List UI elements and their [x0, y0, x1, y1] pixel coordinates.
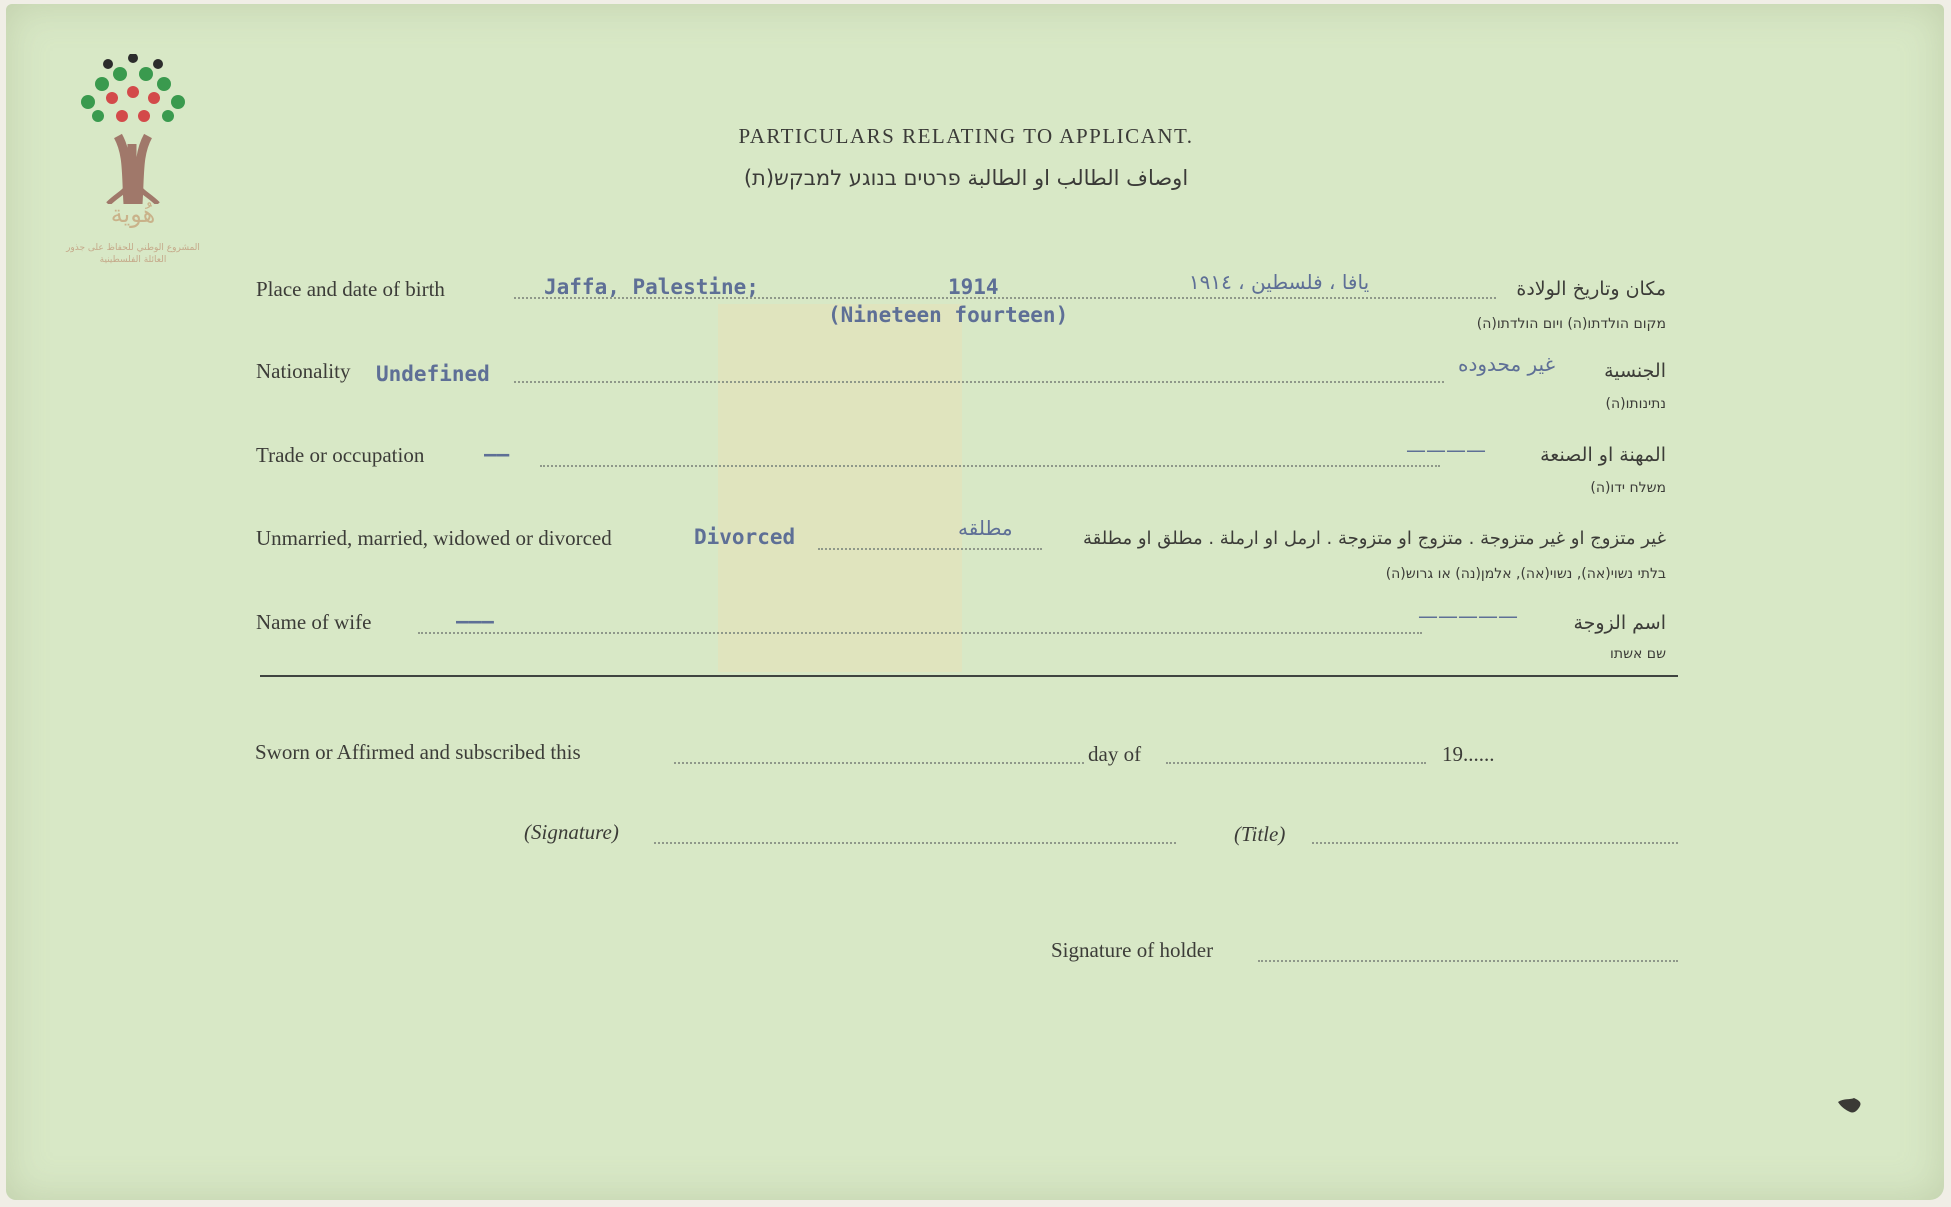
occupation-label: Trade or occupation	[256, 443, 425, 467]
section-divider	[260, 675, 1678, 677]
wife-label-hebrew: שם אשתו	[1610, 646, 1666, 662]
title-label: (Title)	[1234, 822, 1286, 846]
occupation-label-arabic: المهنة او الصنعة	[1540, 444, 1666, 466]
year-prefix-label: 19......	[1442, 742, 1495, 766]
nationality-label: Nationality	[256, 359, 351, 383]
tree-logo-icon	[68, 54, 198, 204]
holder-signature-label: Signature of holder	[1051, 938, 1214, 962]
occupation-dotted-line	[540, 465, 1440, 467]
holder-signature-dotted-line	[1258, 960, 1678, 962]
nationality-arabic-value: غير محدوده	[1458, 352, 1556, 376]
day-of-label: day of	[1088, 742, 1142, 766]
signature-label: (Signature)	[524, 820, 619, 844]
month-dotted-line	[1166, 762, 1426, 764]
wife-value: ———	[456, 609, 494, 633]
form-subtitle: اوصاف الطالب او الطالبة פרטים בנוגע למבקש(ת)	[743, 166, 1189, 190]
birth-place-value: Jaffa, Palestine;	[544, 275, 759, 299]
occupation-right-value: ————	[1406, 438, 1486, 462]
hawiya-logo	[68, 54, 198, 274]
sworn-label: Sworn or Affirmed and subscribed this	[255, 740, 581, 764]
birth-label-hebrew: מקום הולדתו(ה) ויום הולדתו(ה)	[1476, 316, 1666, 332]
nationality-label-arabic: الجنسية	[1604, 360, 1666, 382]
birth-year-words: (Nineteen fourteen)	[828, 303, 1069, 327]
logo-wordmark: هُوية	[110, 200, 156, 228]
marital-value: Divorced	[694, 525, 796, 549]
document-sheet	[6, 4, 1944, 1200]
birth-year-value: 1914	[948, 275, 999, 299]
photo-ghost-area	[718, 304, 962, 672]
marital-dotted-line	[818, 548, 1042, 550]
nationality-value: Undefined	[376, 362, 490, 386]
wife-right-value: —————	[1418, 604, 1518, 628]
wife-label: Name of wife	[256, 610, 372, 634]
sworn-day-dotted-line	[674, 762, 1084, 764]
ink-blot-icon	[1836, 1096, 1864, 1116]
birth-arabic-value: يافا ، فلسطين ، ١٩١٤	[1188, 270, 1370, 294]
marital-label: Unmarried, married, widowed or divorced	[256, 526, 612, 550]
marital-label-hebrew: בלתי נשוי(אה), נשוי(אה), אלמן(נה) או גרוש(ה)	[1385, 566, 1666, 582]
wife-label-arabic: اسم الزوجة	[1573, 612, 1666, 634]
marital-arabic-value: مطلقه	[958, 516, 1013, 540]
marital-label-arabic: غير متزوج او غير متزوجة . متزوج او متزوجة . ارمل او ارملة . مطلق او مطلقة	[1082, 528, 1666, 549]
occupation-value: ——	[484, 442, 510, 466]
nationality-label-hebrew: נתינותו(ה)	[1605, 396, 1666, 412]
wife-dotted-line	[418, 632, 1422, 634]
title-dotted-line	[1312, 842, 1678, 844]
birth-label-arabic: مكان وتاريخ الولادة	[1516, 278, 1666, 300]
occupation-label-hebrew: משלח ידו(ה)	[1590, 480, 1666, 496]
signature-dotted-line	[654, 842, 1176, 844]
logo-subtitle: المشروع الوطني للحفاظ على جذور العائلة الفلسطينية	[66, 243, 200, 265]
birth-label: Place and date of birth	[256, 277, 445, 301]
nationality-dotted-line	[514, 381, 1444, 383]
form-title: PARTICULARS RELATING TO APPLICANT.	[738, 124, 1194, 148]
